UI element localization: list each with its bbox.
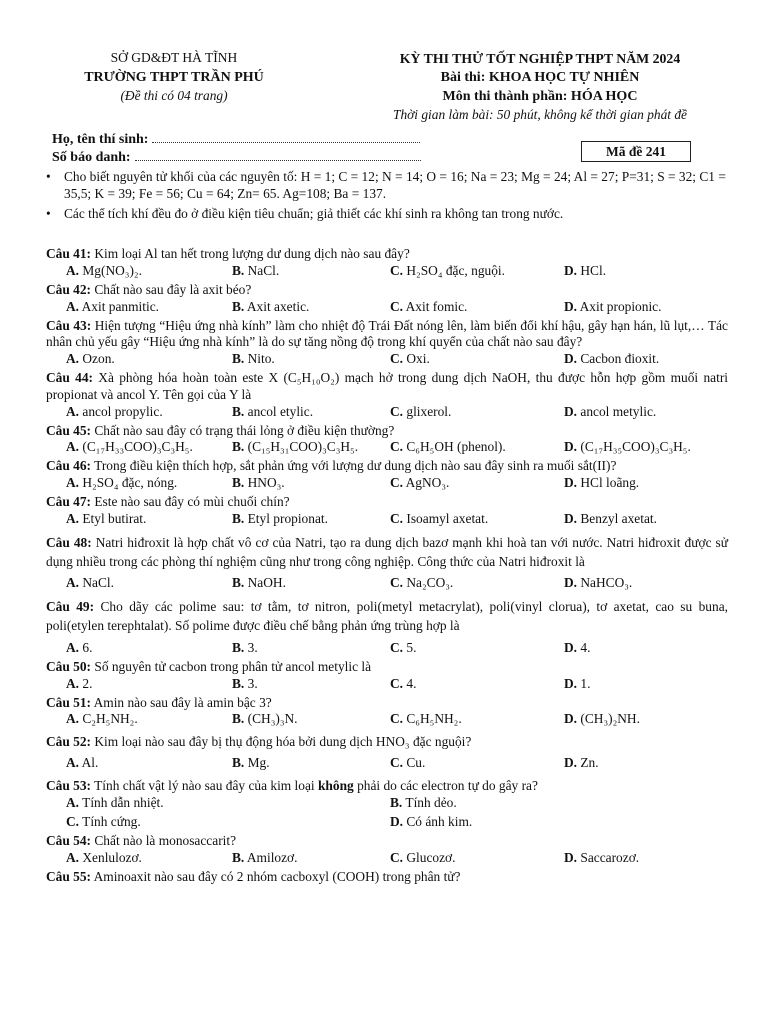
option-b[interactable]: B. Axit axetic.: [232, 298, 310, 314]
option-b[interactable]: B. Tính dẻo.: [390, 794, 457, 810]
option-a[interactable]: A. Etyl butirat.: [66, 510, 147, 526]
question-42: Câu 42: Chất nào sau đây là axit béo? A. Axit panmitic. B. Axit axetic. C. Axit fomic. D. Axit propionic.: [46, 282, 728, 318]
option-d[interactable]: D. Saccarozơ.: [564, 849, 640, 865]
question-49: Câu 49: Cho dãy các polime sau: tơ tằm, tơ nitron, poli(metyl metacrylat), poli(vinyl clorua), tơ axetat, cao su buna, poli(etylen terephtalat). Số polime được điều chế bằng phản ứng trùng hợp là A. 6. B. 3. C. 5. D. 4.: [46, 598, 728, 659]
exam-title: KỲ THI THỬ TỐT NGHIỆP THPT NĂM 2024: [399, 51, 681, 66]
option-a[interactable]: A. Ozon.: [66, 351, 115, 366]
exam-header: [0, 50, 768, 130]
option-c[interactable]: C. Isoamyl axetat.: [390, 510, 489, 526]
option-c[interactable]: C. Oxi.: [390, 351, 430, 366]
option-d[interactable]: D. Có ánh kim.: [390, 813, 473, 829]
option-c[interactable]: C. AgNO₃.: [390, 475, 450, 490]
option-a[interactable]: A. ancol propylic.: [66, 403, 163, 419]
option-a[interactable]: A. Xenlulozơ.: [66, 849, 142, 865]
exam-subject: Bài thi: KHOA HỌC TỰ NHIÊN: [440, 70, 640, 85]
option-d[interactable]: D. NaHCO₃.: [564, 575, 633, 591]
option-d[interactable]: D. 4.: [564, 639, 591, 655]
question-47: Câu 47: Este nào sau đây có mùi chuối chín? A. Etyl butirat. B. Etyl propionat. C. Isoamyl axetat. D. Benzyl axetat.: [46, 494, 728, 530]
option-c[interactable]: C. H₂SO₄ đặc, nguội.: [390, 262, 505, 278]
option-b[interactable]: B. (C₁₅H₃₁COO)₃C₃H₅.: [232, 439, 359, 455]
question-43: Câu 43: Hiện tượng “Hiệu ứng nhà kính” làm cho nhiệt độ Trái Đất nóng lên, làm biến đổi khí hậu, gây hạn hán, lũ lụt,… Tác nhân chủ yếu gây “Hiệu ứng nhà kính” là do sự tăng nồng độ trong khí quyển của chất nào sau đây? A. Ozon. B. Nito. C. Oxi. D. Cacbon đioxit.: [46, 318, 728, 371]
option-b[interactable]: B. Mg.: [232, 755, 270, 771]
option-d[interactable]: D. Benzyl axetat.: [564, 510, 657, 526]
option-c[interactable]: C. Na₂CO₃.: [390, 575, 454, 591]
question-50: Câu 50: Số nguyên tử cacbon trong phân tử ancol metylic là A. 2. B. 3. C. 4. D. 1.: [46, 659, 728, 695]
bullet-icon: •: [46, 169, 51, 184]
note-atomic-mass: • Cho biết nguyên tử khối của các nguyên tố: H = 1; C = 12; N = 14; O = 16; Na = 23; Mg = 24; Al = 27; P=31; S = 32; C1 = 35,5; K = 39; Fe = 56; Cu = 64; Zn= 65. Ag=108; Ba = 137.: [46, 169, 726, 201]
candidate-info: [52, 131, 472, 167]
option-b[interactable]: B. Amilozơ.: [232, 849, 298, 865]
option-a[interactable]: A. C₂H₅NH₂.: [66, 711, 138, 727]
option-b[interactable]: B. Etyl propionat.: [232, 510, 328, 526]
option-c[interactable]: C. Axit fomic.: [390, 298, 468, 314]
option-a[interactable]: A. 6.: [66, 639, 93, 655]
option-c[interactable]: C. C₆H₅OH (phenol).: [390, 439, 506, 455]
candidate-number-line[interactable]: [135, 150, 421, 161]
option-b[interactable]: B. 3.: [232, 639, 258, 655]
option-a[interactable]: A. Mg(NO₃)₂.: [66, 262, 142, 278]
school-block: [40, 50, 308, 107]
option-a[interactable]: A. Axit panmitic.: [66, 298, 159, 314]
option-c[interactable]: C. C₆H₅NH₂.: [390, 711, 462, 727]
option-c[interactable]: C. glixerol.: [390, 403, 452, 419]
option-c[interactable]: C. Glucozơ.: [390, 849, 456, 865]
option-a[interactable]: A. NaCl.: [66, 575, 114, 591]
option-d[interactable]: D. Zn.: [564, 755, 599, 771]
option-b[interactable]: B. NaCl.: [232, 262, 280, 278]
option-a[interactable]: A. 2.: [66, 675, 93, 691]
option-a[interactable]: A. Tính dẫn nhiệt.: [66, 794, 164, 810]
option-a[interactable]: A. (C₁₇H₃₃COO)₃C₃H₅.: [66, 439, 193, 455]
exam-title-block: [350, 50, 730, 126]
option-d[interactable]: D. (CH₃)₂NH.: [564, 711, 640, 727]
question-54: Câu 54: Chất nào là monosaccarit? A. Xenlulozơ. B. Amilozơ. C. Glucozơ. D. Saccarozơ.: [46, 833, 728, 869]
exam-duration: Thời gian làm bài: 50 phút, không kể thời gian phát đề: [393, 107, 687, 122]
question-52: Câu 52: Kim loại nào sau đây bị thụ động hóa bởi dung dịch HNO₃ đặc nguội? A. Al. B. Mg. C. Cu. D. Zn.: [46, 734, 728, 774]
option-d[interactable]: D. 1.: [564, 675, 591, 691]
bullet-icon: •: [46, 205, 51, 221]
option-c[interactable]: C. 5.: [390, 639, 417, 655]
option-b[interactable]: B. ancol etylic.: [232, 403, 314, 419]
emphasis-not: không: [317, 778, 354, 794]
option-b[interactable]: B. 3.: [232, 675, 258, 691]
question-list: [46, 246, 728, 885]
option-b[interactable]: B. (CH₃)₃N.: [232, 711, 298, 727]
option-c[interactable]: C. Cu.: [390, 755, 426, 771]
question-48: Câu 48: Natri hiđroxit là hợp chất vô cơ của Natri, tạo ra dung dịch bazơ mạnh khi hoà tan với nước. Natri hiđroxit được sử dụng nhiều trong các phòng thí nghiệm cũng như trong công nghiệp. Công thức của Natri hiđroxit là A. NaCl. B. NaOH. C. Na₂CO₃. D. NaHCO₃.: [46, 534, 728, 595]
question-51: Câu 51: Amin nào sau đây là amin bậc 3? A. C₂H₅NH₂. B. (CH₃)₃N. C. C₆H₅NH₂. D. (CH₃)₂NH.: [46, 695, 728, 731]
note-gas-volume: • Các thể tích khí đều đo ở điều kiện tiêu chuẩn; giả thiết các khí sinh ra không tan trong nước.: [46, 205, 564, 221]
option-d[interactable]: D. HCl loãng.: [564, 475, 640, 490]
option-d[interactable]: D. HCl.: [564, 262, 607, 278]
question-45: Câu 45: Chất nào sau đây có trạng thái lỏng ở điều kiện thường? A. (C₁₇H₃₃COO)₃C₃H₅. B. (C₁₅H₃₁COO)₃C₃H₅. C. C₆H₅OH (phenol). D. (C₁₇H₃₅COO)₃C₃H₅.: [46, 423, 728, 459]
page-count-note: (Đề thi có 04 trang): [120, 88, 228, 103]
option-b[interactable]: B. Nito.: [232, 351, 275, 366]
question-46: Câu 46: Trong điều kiện thích hợp, sắt phản ứng với lượng dư dung dịch nào sau đây sinh ra muối sắt(II)? A. H₂SO₄ đặc, nóng. B. HNO₃. C. AgNO₃. D. HCl loãng.: [46, 458, 728, 494]
exam-code-box: Mã đề 241: [581, 141, 691, 162]
question-53: Câu 53: Tính chất vật lý nào sau đây của kim loại không phải do các electron tự do gây ra? A. Tính dẫn nhiệt. B. Tính dẻo. C. Tính cứng. D. Có ánh kim.: [46, 778, 728, 833]
option-a[interactable]: A. H₂SO₄ đặc, nóng.: [66, 475, 178, 490]
option-d[interactable]: D. (C₁₇H₃₅COO)₃C₃H₅.: [564, 439, 691, 455]
option-b[interactable]: B. NaOH.: [232, 575, 286, 591]
candidate-number-label: Số báo danh:: [52, 150, 131, 165]
candidate-name-label: Họ, tên thí sinh:: [52, 132, 149, 147]
question-44: Câu 44: Xà phòng hóa hoàn toàn este X (C₅H₁₀O₂) mạch hở trong dung dịch NaOH, thu được hỗn hợp gồm muối natri propionat và ancol Y. Tên gọi của Y là A. ancol propylic. B. ancol etylic. C. glixerol. D. ancol metylic.: [46, 370, 728, 423]
option-c[interactable]: C. Tính cứng.: [66, 813, 141, 829]
question-41: Câu 41: Kim loại Al tan hết trong lượng dư dung dịch nào sau đây? A. Mg(NO₃)₂. B. NaCl. C. H₂SO₄ đặc, nguội. D. HCl.: [46, 246, 728, 282]
question-55: Câu 55: Aminoaxit nào sau đây có 2 nhóm cacboxyl (COOH) trong phân tử?: [46, 868, 461, 884]
department-name: SỞ GD&ĐT HÀ TĨNH: [110, 50, 238, 65]
exam-component: Môn thi thành phần: HÓA HỌC: [442, 89, 638, 104]
school-name: TRƯỜNG THPT TRẦN PHÚ: [84, 70, 264, 85]
option-d[interactable]: D. Axit propionic.: [564, 298, 662, 314]
option-d[interactable]: D. Cacbon đioxit.: [564, 351, 660, 366]
option-a[interactable]: A. Al.: [66, 755, 99, 771]
option-c[interactable]: C. 4.: [390, 675, 417, 691]
option-d[interactable]: D. ancol metylic.: [564, 403, 657, 419]
exam-notes: [46, 169, 726, 222]
option-b[interactable]: B. HNO₃.: [232, 475, 285, 490]
candidate-name-line[interactable]: [152, 132, 420, 143]
